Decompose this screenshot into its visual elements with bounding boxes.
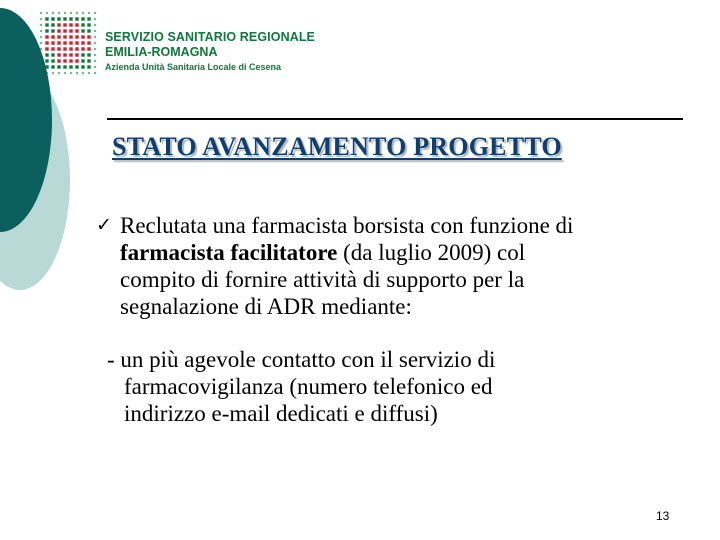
logo-dot: [81, 59, 84, 62]
slide-title: STATO AVANZAMENTO PROGETTO: [112, 132, 562, 161]
logo-text: [105, 30, 315, 74]
logo-dot: [81, 47, 84, 50]
logo-dot: [58, 12, 60, 14]
dash-line-3: indirizzo e-mail dedicati e diffusi): [124, 401, 438, 426]
logo-dot: [51, 53, 54, 56]
dash-line-1: - un più agevole contatto con il servizio di: [107, 347, 496, 372]
logo-dot: [46, 12, 48, 14]
logo-dot: [76, 72, 78, 74]
logo-dot: [63, 47, 66, 50]
logo-dot: [40, 36, 42, 38]
logo-dot: [70, 72, 72, 74]
logo-dot: [69, 59, 72, 62]
logo-dot: [52, 12, 54, 14]
logo-dot: [94, 42, 96, 44]
logo-dot: [75, 35, 78, 38]
logo-dot: [45, 59, 48, 62]
logo-dot: [81, 17, 84, 20]
logo-dot: [87, 35, 90, 38]
logo-dot: [94, 54, 96, 56]
logo-dot: [70, 12, 72, 14]
dash-line-2: farmacovigilanza (numero telefonico ed: [124, 374, 493, 399]
logo-dot: [87, 17, 90, 20]
logo-dot: [51, 35, 54, 38]
logo-dot: [69, 53, 72, 56]
page-number: 13: [656, 509, 670, 523]
logo-dot: [75, 29, 78, 32]
logo-dot: [81, 23, 84, 26]
logo-dot: [75, 65, 78, 68]
logo-dot: [63, 29, 66, 32]
logo-dot: [45, 53, 48, 56]
logo-dot: [82, 72, 84, 74]
logo-dot: [75, 23, 78, 26]
logo-dot: [94, 30, 96, 32]
logo-dot: [63, 65, 66, 68]
logo-dot: [63, 23, 66, 26]
logo-dot: [81, 41, 84, 44]
logo-dot: [81, 65, 84, 68]
logo-dot: [57, 59, 60, 62]
logo-dot: [94, 66, 96, 68]
logo-dot: [69, 23, 72, 26]
logo-dot: [40, 54, 42, 56]
bullet-line-3: compito di fornire attività di supporto per la: [120, 267, 525, 292]
logo-dot: [57, 41, 60, 44]
logo-dot: [87, 41, 90, 44]
logo-dot: [69, 17, 72, 20]
logo-dot: [40, 24, 42, 26]
logo-dot: [51, 17, 54, 20]
logo-dot: [45, 35, 48, 38]
bullet-text: [120, 212, 696, 320]
logo-dot: [40, 18, 42, 20]
logo-dot: [40, 66, 42, 68]
logo-dot: [81, 53, 84, 56]
logo-dot: [69, 35, 72, 38]
logo-dot: [45, 29, 48, 32]
logo-dot: [87, 65, 90, 68]
logo-dot: [69, 65, 72, 68]
logo-dot: [51, 29, 54, 32]
title-divider: [107, 118, 683, 120]
logo-dot: [94, 72, 96, 74]
logo-dot: [51, 41, 54, 44]
logo-dot: [94, 48, 96, 50]
dot-grid-logo-icon: [38, 10, 98, 76]
logo-dot: [88, 72, 90, 74]
logo-dot: [75, 41, 78, 44]
logo-dot: [94, 24, 96, 26]
logo-dot: [51, 65, 54, 68]
logo-dot: [94, 36, 96, 38]
logo-dot: [69, 41, 72, 44]
logo-line-regional-service: SERVIZIO SANITARIO REGIONALE: [105, 30, 315, 44]
bullet-line-1: Reclutata una farmacista borsista con funzione di: [120, 213, 574, 238]
logo-dot: [87, 47, 90, 50]
logo-dot: [75, 59, 78, 62]
logo-dot: [63, 53, 66, 56]
logo-dot: [75, 17, 78, 20]
logo-dot: [87, 53, 90, 56]
logo-dot: [45, 23, 48, 26]
logo-dot: [57, 23, 60, 26]
logo-dot: [45, 41, 48, 44]
logo-dot: [57, 29, 60, 32]
logo-dot: [64, 72, 66, 74]
logo-dot: [57, 65, 60, 68]
logo-dot: [58, 72, 60, 74]
logo-dot: [46, 72, 48, 74]
logo-dot: [57, 53, 60, 56]
logo-dot: [51, 47, 54, 50]
logo-dot: [63, 17, 66, 20]
bullet-item: [96, 212, 696, 320]
logo-dot: [63, 59, 66, 62]
logo-dot: [87, 59, 90, 62]
bullet-line-4: segnalazione di ADR mediante:: [120, 294, 412, 319]
logo-dot: [57, 35, 60, 38]
logo-dot: [81, 29, 84, 32]
logo-dot: [40, 42, 42, 44]
logo-dot: [82, 12, 84, 14]
bullet-bold-term: farmacista facilitatore: [120, 240, 338, 265]
logo-dot: [40, 60, 42, 62]
logo-dot: [45, 47, 48, 50]
logo-line-region: EMILIA-ROMAGNA: [105, 45, 218, 59]
logo-dot: [69, 47, 72, 50]
logo-dot: [81, 35, 84, 38]
logo-dot: [63, 41, 66, 44]
logo-dot: [52, 72, 54, 74]
logo-dot: [69, 29, 72, 32]
logo-line-health-unit: Azienda Unità Sanitaria Locale di Cesena: [105, 62, 282, 72]
bullet-line-2-rest: (da luglio 2009) col: [337, 240, 526, 265]
logo-dot: [75, 47, 78, 50]
logo-dot: [64, 12, 66, 14]
logo-dot: [57, 17, 60, 20]
logo-dot: [75, 53, 78, 56]
logo-dot: [40, 72, 42, 74]
logo-dot: [45, 65, 48, 68]
logo-dot: [40, 30, 42, 32]
logo-dot: [51, 23, 54, 26]
logo-dot: [51, 59, 54, 62]
logo-dot: [45, 17, 48, 20]
dash-item: [107, 346, 707, 427]
logo-dot: [40, 48, 42, 50]
logo-dot: [94, 12, 96, 14]
logo-dot: [94, 60, 96, 62]
logo-dot: [63, 35, 66, 38]
logo-dot: [88, 12, 90, 14]
logo-dot: [57, 47, 60, 50]
logo-dot: [87, 29, 90, 32]
organization-logo: [38, 10, 315, 82]
checkmark-icon: ✓: [96, 214, 112, 236]
logo-dot: [40, 12, 42, 14]
logo-dot: [94, 18, 96, 20]
logo-dot: [76, 12, 78, 14]
logo-dot: [87, 23, 90, 26]
